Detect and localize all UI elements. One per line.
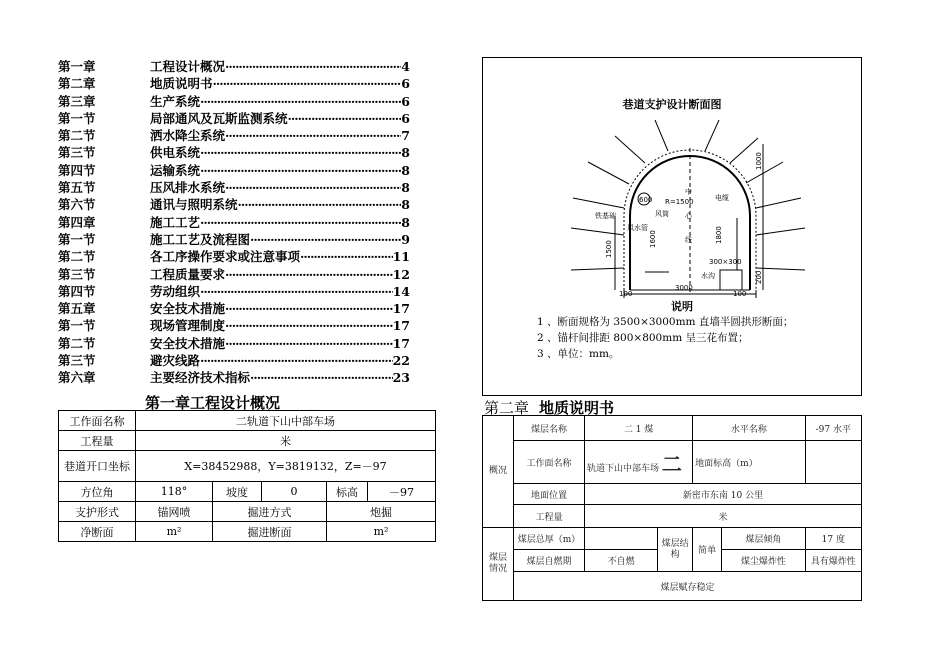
toc-chapter: 第六节 bbox=[58, 197, 96, 213]
toc-page: 8 bbox=[401, 180, 410, 196]
fig-label-100b: 100 bbox=[733, 290, 747, 298]
toc-page: 6 bbox=[401, 76, 410, 92]
fig-label-air: 风水管 bbox=[627, 224, 648, 232]
elev-value: －97 bbox=[368, 482, 436, 502]
qty-label: 工程量 bbox=[514, 505, 585, 528]
toc-leader bbox=[200, 93, 401, 110]
toc-title: 避灾线路 bbox=[150, 353, 201, 369]
toc-title: 压风排水系统 bbox=[150, 180, 226, 196]
toc-row[interactable] bbox=[58, 110, 410, 127]
thick-label: 煤层总厚（m） bbox=[514, 528, 585, 550]
method-label: 掘进方式 bbox=[213, 502, 327, 522]
toc-page: 17 bbox=[392, 301, 410, 317]
toc-chapter: 第三节 bbox=[58, 266, 96, 282]
toc-chapter: 第一节 bbox=[58, 318, 96, 334]
toc-row[interactable] bbox=[58, 196, 410, 213]
toc-title: 生产系统 bbox=[150, 93, 201, 109]
work-face-value: 二轨道下山中部车场 bbox=[136, 411, 436, 431]
azimuth-value: 118° bbox=[136, 482, 213, 502]
toc-title: 现场管理制度 bbox=[150, 318, 226, 334]
toc-leader bbox=[225, 179, 401, 196]
fig-label-center1: 中 bbox=[685, 188, 692, 196]
toc-page: 4 bbox=[401, 59, 410, 74]
figure-caption: 说明 bbox=[671, 300, 693, 313]
dust-value: 具有爆炸性 bbox=[805, 550, 861, 572]
qty-value: 米 bbox=[585, 505, 862, 528]
fig-label-1500: 1500 bbox=[605, 240, 613, 258]
overview-label: 概况 bbox=[483, 416, 514, 528]
toc-row[interactable] bbox=[58, 266, 410, 283]
toc-leader bbox=[225, 58, 401, 75]
toc-leader bbox=[225, 300, 393, 317]
occurrence-value: 煤层赋存稳定 bbox=[514, 572, 862, 601]
toc-leader bbox=[213, 75, 402, 92]
toc-leader bbox=[250, 369, 393, 386]
fig-label-rail: 铁基础 bbox=[595, 212, 616, 220]
toc-title: 洒水降尘系统 bbox=[150, 128, 226, 144]
fig-label-200: 200 bbox=[755, 270, 763, 284]
toc-row[interactable] bbox=[58, 300, 410, 317]
toc-title: 主要经济技术指标 bbox=[150, 370, 251, 386]
ground-pos-value: 新密市东南 10 公里 bbox=[585, 484, 862, 505]
toc-leader bbox=[250, 231, 401, 248]
figure-note-2: 2 、锚杆间排距 800×800mm 呈三花布置； bbox=[537, 332, 749, 344]
elev-label: 标高 bbox=[327, 482, 368, 502]
toc-page: 9 bbox=[401, 231, 410, 247]
toc-chapter: 第六章 bbox=[58, 370, 96, 386]
thick-value bbox=[585, 528, 658, 550]
toc-leader bbox=[200, 283, 393, 300]
fig-label-center2: 心 bbox=[685, 212, 692, 220]
toc-chapter: 第四节 bbox=[58, 283, 96, 299]
toc-row[interactable] bbox=[58, 369, 410, 386]
toc-leader bbox=[238, 196, 402, 213]
toc-chapter: 第五章 bbox=[58, 301, 96, 317]
toc-title: 局部通风及瓦斯监测系统 bbox=[150, 110, 288, 126]
figure-title: 巷道支护设计断面图 bbox=[622, 98, 722, 111]
toc-row[interactable] bbox=[58, 75, 410, 92]
toc-row[interactable] bbox=[58, 179, 410, 196]
toc-leader bbox=[300, 248, 393, 265]
toc-leader bbox=[225, 317, 393, 334]
face-mark: 二 bbox=[661, 451, 682, 476]
toc-leader bbox=[225, 127, 401, 144]
figure-note-1: 1 、断面规格为 3500×3000mm 直墙半圆拱形断面； bbox=[537, 316, 794, 328]
table-of-contents bbox=[58, 58, 410, 387]
toc-leader bbox=[225, 266, 393, 283]
toc-row[interactable] bbox=[58, 162, 410, 179]
ground-elev-value bbox=[805, 441, 861, 484]
toc-chapter: 第四章 bbox=[58, 214, 96, 230]
net-section-unit: m² bbox=[136, 522, 213, 542]
toc-title: 供电系统 bbox=[150, 145, 201, 161]
dip-value: 17 度 bbox=[805, 528, 861, 550]
seam-name-value: 二 1 煤 bbox=[585, 416, 693, 441]
toc-chapter: 第二节 bbox=[58, 128, 96, 144]
toc-row[interactable] bbox=[58, 231, 410, 248]
toc-leader bbox=[288, 110, 402, 127]
toc-chapter: 第二节 bbox=[58, 249, 96, 265]
toc-page: 12 bbox=[392, 266, 410, 282]
toc-page: 6 bbox=[401, 93, 410, 109]
geology-table bbox=[482, 415, 862, 601]
toc-chapter: 第一节 bbox=[58, 110, 96, 126]
toc-page: 8 bbox=[401, 162, 410, 178]
face-name: 轨道下山中部车场 bbox=[587, 463, 660, 474]
chapter2-title: 地质说明书 bbox=[539, 399, 615, 417]
toc-chapter: 第三节 bbox=[58, 145, 96, 161]
fig-label-cable: 电缆 bbox=[715, 194, 729, 202]
toc-chapter: 第三节 bbox=[58, 353, 96, 369]
toc-page: 22 bbox=[392, 353, 410, 369]
fig-label-3000: 3000 bbox=[675, 284, 693, 292]
toc-title: 运输系统 bbox=[150, 162, 201, 178]
fig-label-1800: 1800 bbox=[715, 226, 723, 244]
slope-value: 0 bbox=[262, 482, 327, 502]
toc-page: 6 bbox=[401, 110, 410, 126]
toc-title: 地质说明书 bbox=[150, 76, 213, 92]
support-label: 支护形式 bbox=[59, 502, 136, 522]
toc-page: 14 bbox=[392, 283, 410, 299]
toc-title: 各工序操作要求或注意事项 bbox=[150, 249, 301, 265]
toc-title: 通讯与照明系统 bbox=[150, 197, 238, 213]
face-label: 工作面名称 bbox=[514, 441, 585, 484]
toc-page: 17 bbox=[392, 318, 410, 334]
ground-pos-label: 地面位置 bbox=[514, 484, 585, 505]
toc-title: 施工工艺 bbox=[150, 214, 201, 230]
toc-row[interactable] bbox=[58, 214, 410, 231]
toc-leader bbox=[200, 144, 401, 161]
tunnel-section-drawing bbox=[483, 58, 861, 298]
toc-row[interactable] bbox=[58, 127, 410, 144]
toc-page: 11 bbox=[392, 249, 410, 265]
dip-label: 煤层倾角 bbox=[722, 528, 805, 550]
dig-section-label: 掘进断面 bbox=[213, 522, 327, 542]
toc-row[interactable] bbox=[58, 248, 410, 265]
seam-info-label: 煤层情况 bbox=[483, 528, 514, 601]
seam-name-label: 煤层名称 bbox=[514, 416, 585, 441]
level-value: -97 水平 bbox=[805, 416, 861, 441]
level-label: 水平名称 bbox=[693, 416, 805, 441]
toc-row[interactable] bbox=[58, 93, 410, 110]
toc-chapter: 第二节 bbox=[58, 335, 96, 351]
coord-value: X=38452988，Y=3819132，Z=－97 bbox=[136, 451, 436, 482]
fire-label: 煤层自燃期 bbox=[514, 550, 585, 572]
fig-label-ditch: 水沟 bbox=[701, 272, 715, 280]
toc-row[interactable] bbox=[58, 335, 410, 352]
dig-section-unit: m² bbox=[327, 522, 436, 542]
toc-row[interactable] bbox=[58, 317, 410, 334]
support-value: 锚网喷 bbox=[136, 502, 213, 522]
toc-page: 8 bbox=[401, 197, 410, 213]
toc-chapter: 第三章 bbox=[58, 93, 96, 109]
toc-title: 劳动组织 bbox=[150, 283, 201, 299]
net-section-label: 净断面 bbox=[59, 522, 136, 542]
fig-label-duct: 风筒 bbox=[655, 210, 669, 218]
fig-label-1600: 1600 bbox=[649, 230, 657, 248]
fig-label-r: R=1500 bbox=[665, 198, 694, 206]
chapter1-heading: 第一章工程设计概况 bbox=[145, 394, 281, 412]
toc-page: 7 bbox=[401, 128, 410, 144]
work-face-label: 工作面名称 bbox=[59, 411, 136, 431]
toc-title: 施工工艺及流程图 bbox=[150, 231, 251, 247]
struct-label: 煤层结构 bbox=[658, 528, 693, 572]
toc-title: 安全技术措施 bbox=[150, 301, 226, 317]
toc-row[interactable] bbox=[58, 144, 410, 161]
method-value: 炮掘 bbox=[327, 502, 436, 522]
quantity-value: 米 bbox=[136, 431, 436, 451]
toc-chapter: 第四节 bbox=[58, 162, 96, 178]
azimuth-label: 方位角 bbox=[59, 482, 136, 502]
toc-page: 23 bbox=[392, 370, 410, 386]
chapter2-number: 第二章 bbox=[484, 399, 530, 417]
toc-leader bbox=[225, 335, 393, 352]
toc-row[interactable] bbox=[58, 58, 410, 75]
figure-note-3: 3 、单位：mm。 bbox=[537, 348, 620, 360]
slope-label: 坡度 bbox=[213, 482, 262, 502]
toc-leader bbox=[200, 352, 393, 369]
toc-page: 17 bbox=[392, 335, 410, 351]
struct-value: 简单 bbox=[693, 528, 722, 572]
ground-elev-label: 地面标高（m） bbox=[693, 441, 805, 484]
toc-chapter: 第五节 bbox=[58, 180, 96, 196]
fig-label-100a: 100 bbox=[619, 290, 633, 298]
fig-label-center3: 线 bbox=[685, 236, 692, 244]
toc-title: 工程设计概况 bbox=[150, 59, 226, 74]
coord-label: 巷道开口坐标 bbox=[59, 451, 136, 482]
toc-chapter: 第二章 bbox=[58, 76, 96, 92]
dust-label: 煤尘爆炸性 bbox=[722, 550, 805, 572]
fire-value: 不自燃 bbox=[585, 550, 658, 572]
toc-leader bbox=[200, 162, 401, 179]
fig-label-600: 600 bbox=[639, 196, 653, 204]
section-figure bbox=[482, 57, 862, 396]
toc-chapter: 第一章 bbox=[58, 59, 96, 74]
toc-row[interactable] bbox=[58, 283, 410, 300]
toc-page: 8 bbox=[401, 214, 410, 230]
fig-label-ditch-size: 300×300 bbox=[709, 258, 742, 266]
fig-label-1000: 1000 bbox=[755, 152, 763, 170]
quantity-label: 工程量 bbox=[59, 431, 136, 451]
toc-chapter: 第一节 bbox=[58, 231, 96, 247]
toc-row[interactable] bbox=[58, 352, 410, 369]
project-overview-table bbox=[58, 410, 436, 542]
toc-leader bbox=[200, 214, 401, 231]
toc-title: 工程质量要求 bbox=[150, 266, 226, 282]
toc-title: 安全技术措施 bbox=[150, 335, 226, 351]
face-value bbox=[585, 441, 693, 484]
toc-page: 8 bbox=[401, 145, 410, 161]
